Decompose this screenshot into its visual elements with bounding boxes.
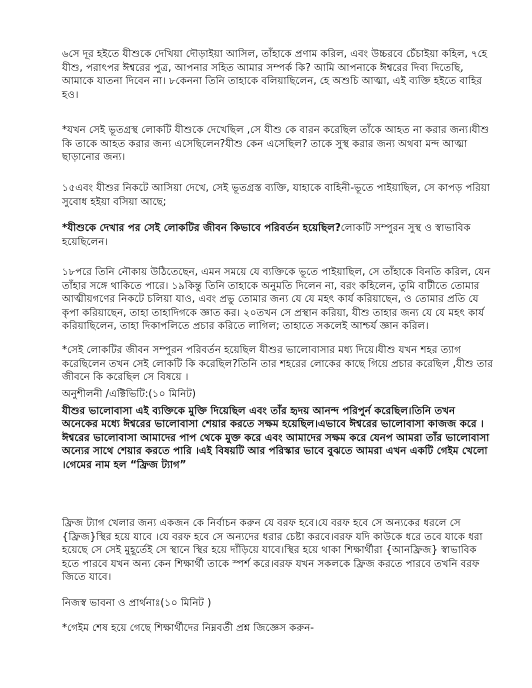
scripture-verses-6-8: ৬সে দূর হইতে যীশুকে দেখিয়া দৌড়াইয়া আসিল, তাঁহাকে প্রণাম করিল, এবং উচ্চরবে চেঁচাইয়া কহিল, ৭হে যীশু, পরাৎপর ঈশ্বরের পুত্র, আপনার সহিত আমার সম্পর্ক কি? আমি আপনাকে ঈশ্বরের দিব্য দিতেছি, আমাকে যাতনা দিবেন না। ৮কেননা তিনি তাহাকে বলিয়াছিলেন, হে অশুচি আত্মা, এই ব্যক্তি হইতে বাহির হও। xyxy=(62,49,488,101)
reflection-prayer-heading: নিজস্ব ভাবনা ও প্রার্থনাঃ(১০ মিনিট ) xyxy=(62,598,212,609)
activity-heading: অনুশীলনী /এক্টিভিটি:(১০ মিনিট) xyxy=(62,389,196,400)
activity-intro: যীশুর ভালোবাসা এই ব্যক্তিকে মুক্তি দিয়েছিল এবং তাঁর হৃদয় আনন্দ পরিপুর্ন করেছিল।তিনি তখন অনেকের মধ্যে ঈশ্বরের ভালোবাসা শেয়ার করতে সক্ষম হয়েছিল।এভাবে ঈশ্বরের ভালোবাসা কাজজ করে ।ঈশ্বরের ভালোবাসা আমাদের পাপ থেকে মুক্ত করে এবং আমাদের সক্ষম করে যেনপ আমরা তাঁর ভালোবাসা অন্যের সাথে শেয়ার করতে পারি ।এই বিষয়টি আর পরিস্কার ভাবে বুঝতে আমরা এখন একটি গেইম খেলো ।গেমের নাম হল “ফ্রিজ ট্যাগ” xyxy=(62,405,490,471)
discussion-note-1: *যখন সেই ভূতগ্রস্থ লোকটি যীশুকে দেখেছিল ,সে যীশু কে বারন করেছিল তাঁকে আহত না করার জন্য।যীশু কি তাকে আহত করার জন্য এসেছিলেন?যীশু কেন এসেছিল? তাকে সুস্থ করার জন্য অথবা মন্দ আত্মা ছাড়ানোর জন্য। xyxy=(62,125,490,164)
discussion-note-3: *সেই লোকটির জীবন সম্পুরন পরিবর্তন হয়েছিল যীশুর ভালোবাসার মধ্য দিয়ে।যীশু যখন শহর ত্যাগ করেছিলেন তখন সেই লোকটি কি করেছিল?তিনি তার শহরের লোকের কাছে গিয়ে প্রচার করেছিল ,যীশু তার জীবনে কি করেছিল সে বিষয়ে । xyxy=(62,345,493,384)
scripture-verses-18-20: ১৮পরে তিনি নৌকায় উঠিতেছেন, এমন সময়ে যে ব্যক্তিকে ভূতে পাইয়াছিল, সে তাঁহাকে বিনতি করিল, যেন তাঁহার সঙ্গে থাকিতে পারে। ১৯কিন্তু তিনি তাহাকে অনুমতি দিলেন না, বরং কহিলেন, তুমি বাটীতে তোমার আত্মীয়গণের নিকটে চলিয়া যাও, এবং প্রভু তোমার জন্য যে যে মহৎ কার্য করিয়াছেন, ও তোমার প্রতি যে কৃপা করিয়াছেন, তাহা তাহাদিগকে জ্ঞাত কর। ২০তখন সে প্রস্থান করিয়া, যীশু তাহার জন্য যে যে মহৎ কার্য করিয়াছিলেন, তাহা দিকাপলিতে প্রচার করিতে লাগিল; তাহাতে সকলেই আশ্চর্য জ্ঞান করিল। xyxy=(62,267,491,333)
discussion-question: *যীশুকে দেখার পর সেই লোকটির জীবন কিভাবে পরিবর্তন হয়েছিল? xyxy=(62,223,341,234)
game-instructions: ফ্রিজ ট্যাগ খেলার জন্য একজন কে নির্বাচন করুন যে বরফ হবে।যে বরফ হবে সে অন্যকের ধরলে সে {ফ্রিজ}স্থির হয়ে যাবে ।যে বরফ হবে সে অন্যদের ধরার চেষ্টা করবে।বরফ যদি কাউকে ধরে তবে যাকে ধরা হয়েছে সে সেই মুহূর্তেই সে স্থানে স্থির হয়ে দাঁড়িয়ে যাবে।স্থির হয়ে থাকা শিক্ষার্থীরা {আনফ্রিজ} স্বাভাবিক হতে পারবে যখন অন্য কেন শিক্ষার্থী তাকে স্পর্শ করে।বরফ যখন সকলকে ফ্রিজ করতে পারবে তখনি বরফ জিতে যাবে। xyxy=(62,518,483,584)
discussion-answer: লোকটি সম্পুরন সুস্থ ও স্বাভাবিক হয়েছিলেন। xyxy=(62,223,471,248)
closing-instruction: *গেইম শেষ হয়ে গেছে শিক্ষার্থীদের নিম্নবর্তী প্রশ্ন জিজ্ঞেস করুন- xyxy=(62,623,314,634)
activity-section xyxy=(62,388,494,473)
scripture-verse-15: ১৫এবং যীশুর নিকটে আসিয়া দেখে, সেই ভূতগ্রস্ত ব্যক্তি, যাহাকে বাহিনী-ভূতে পাইয়াছিল, সে কাপড় পরিয়া সুবোধ হইয়া বসিয়া আছে; xyxy=(62,183,490,208)
discussion-note-2 xyxy=(62,222,494,249)
